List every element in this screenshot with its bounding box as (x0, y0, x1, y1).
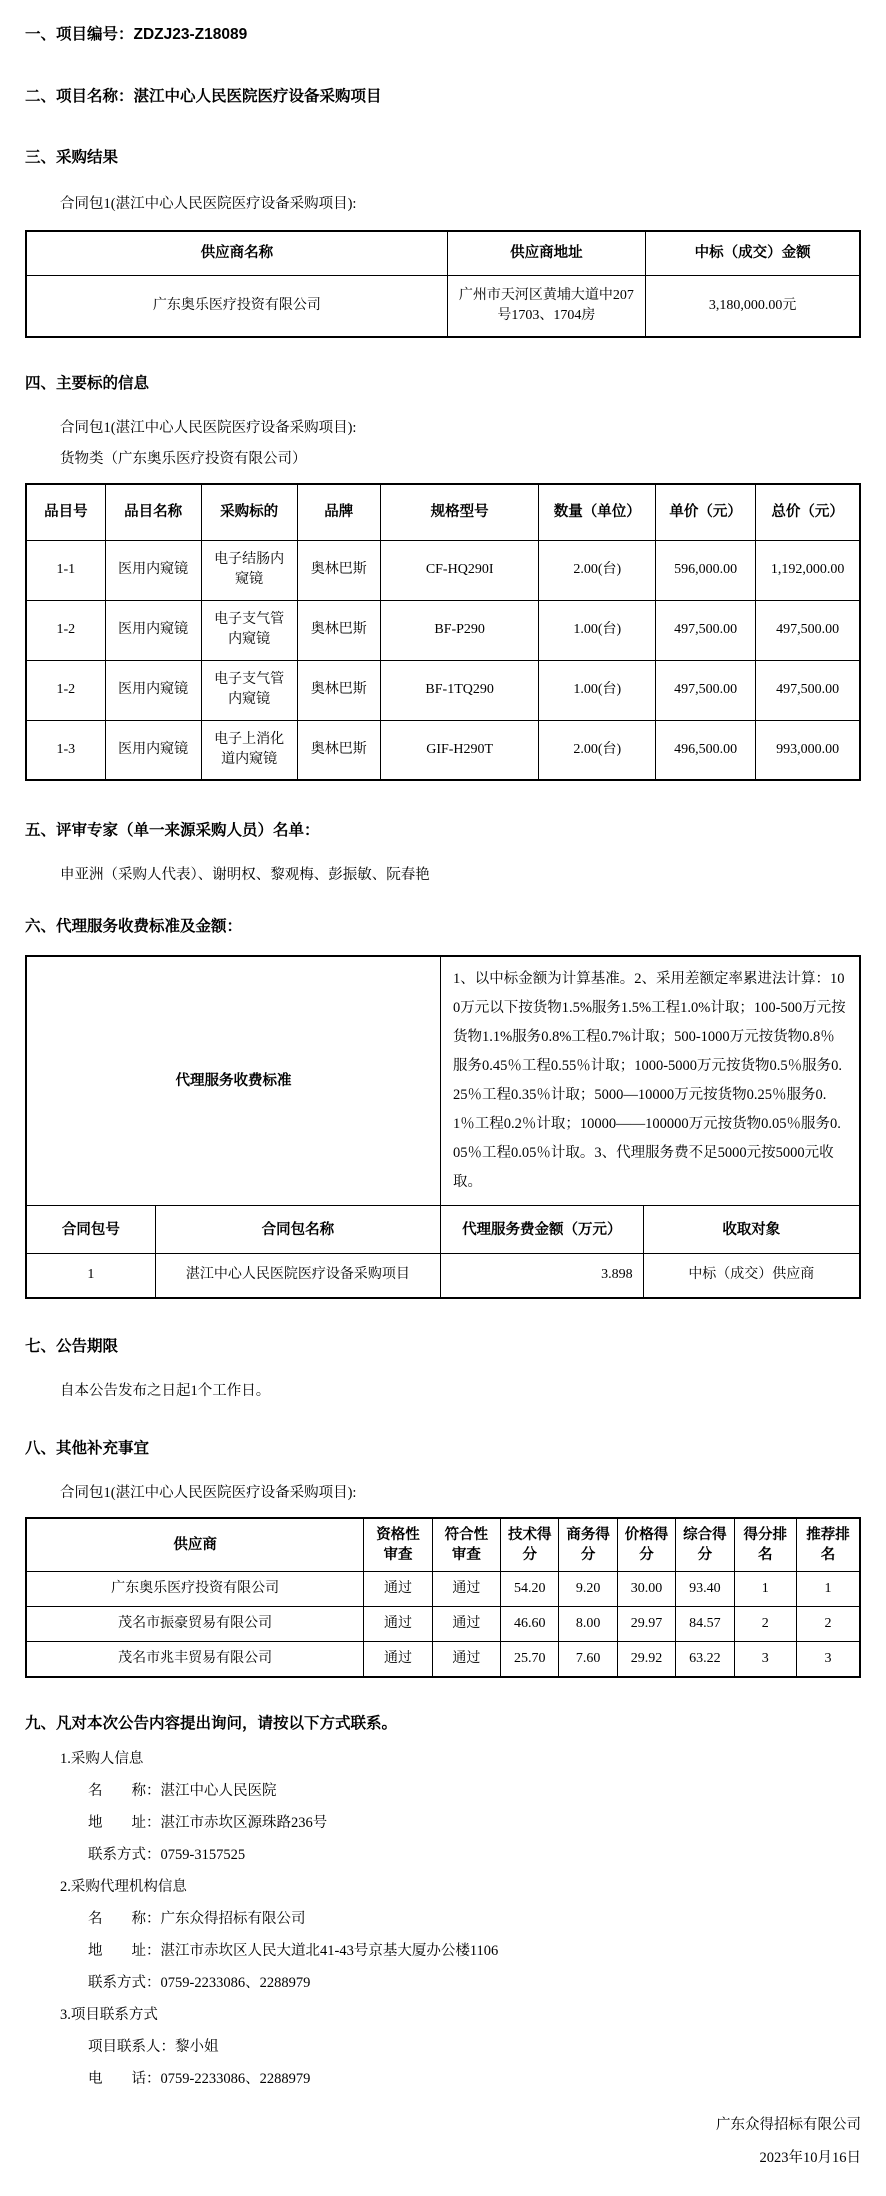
header-cell: 得分排名 (734, 1518, 797, 1572)
data-cell: 1 (734, 1572, 797, 1607)
table-row (26, 540, 860, 600)
data-cell: 茂名市振豪贸易有限公司 (26, 1607, 364, 1642)
table-row (26, 720, 860, 780)
data-cell: 1-2 (26, 600, 105, 660)
purchaser-info-title: 1.采购人信息 (60, 1750, 144, 1767)
header-cell: 品牌 (297, 484, 380, 540)
footer-company: 广东众得招标有限公司 (716, 2116, 861, 2133)
project-phone-line: 电 话：0759-2233086、2288979 (88, 2070, 311, 2087)
supplier-result-table (25, 230, 861, 338)
data-cell: 湛江中心人民医院医疗设备采购项目 (155, 1254, 440, 1298)
bid-items-table (25, 483, 861, 781)
header-cell: 采购标的 (201, 484, 297, 540)
data-cell: 29.97 (617, 1607, 675, 1642)
data-cell: 3 (797, 1642, 860, 1677)
data-cell: 497,500.00 (756, 660, 860, 720)
header-cell: 中标（成交）金额 (646, 231, 860, 275)
data-cell: 通过 (364, 1607, 432, 1642)
data-cell: 46.60 (501, 1607, 559, 1642)
data-cell: BF-1TQ290 (380, 660, 538, 720)
project-contact-title: 3.项目联系方式 (60, 2006, 158, 2023)
agency-info-title: 2.采购代理机构信息 (60, 1878, 187, 1895)
data-cell: 497,500.00 (656, 600, 756, 660)
data-cell: 通过 (364, 1642, 432, 1677)
header-cell: 合同包号 (26, 1206, 155, 1254)
table-row (26, 600, 860, 660)
data-cell: 8.00 (559, 1607, 617, 1642)
data-cell: 1-2 (26, 660, 105, 720)
data-cell: 通过 (364, 1572, 432, 1607)
data-cell: 奥林巴斯 (297, 600, 380, 660)
data-cell: 广州市天河区黄埔大道中207号1703、1704房 (447, 275, 645, 337)
header-cell: 供应商 (26, 1518, 364, 1572)
data-cell: 茂名市兆丰贸易有限公司 (26, 1642, 364, 1677)
agency-phone-line: 联系方式：0759-2233086、2288979 (88, 1974, 311, 1991)
purchaser-name-line: 名 称：湛江中心人民医院 (88, 1782, 277, 1799)
data-cell: 2 (797, 1607, 860, 1642)
data-cell: 497,500.00 (656, 660, 756, 720)
data-cell: CF-HQ290I (380, 540, 538, 600)
data-cell: 1,192,000.00 (756, 540, 860, 600)
data-cell: 通过 (432, 1572, 500, 1607)
data-cell: 电子支气管内窥镜 (201, 600, 297, 660)
section-7-heading: 七、公告期限 (25, 1337, 119, 1355)
data-cell: 1-1 (26, 540, 105, 600)
table-row (26, 1642, 860, 1677)
data-cell: 2.00(台) (539, 540, 656, 600)
data-cell: 医用内窥镜 (105, 600, 201, 660)
data-cell: 7.60 (559, 1642, 617, 1677)
data-cell: 25.70 (501, 1642, 559, 1677)
project-contact-line: 项目联系人：黎小姐 (88, 2038, 219, 2055)
table-row (26, 231, 860, 275)
header-cell: 价格得分 (617, 1518, 675, 1572)
section-1-heading: 一、项目编号：ZDZJ23-Z18089 (25, 26, 248, 43)
data-cell: 奥林巴斯 (297, 540, 380, 600)
data-cell: 3 (734, 1642, 797, 1677)
data-cell: 1-3 (26, 720, 105, 780)
header-cell: 符合性审查 (432, 1518, 500, 1572)
data-cell: 广东奥乐医疗投资有限公司 (26, 275, 447, 337)
header-cell: 规格型号 (380, 484, 538, 540)
table-row (26, 484, 860, 540)
data-cell: 497,500.00 (756, 600, 860, 660)
header-cell: 资格性审查 (364, 1518, 432, 1572)
header-cell: 综合得分 (676, 1518, 734, 1572)
data-cell: 63.22 (676, 1642, 734, 1677)
notice-period-text: 自本公告发布之日起1个工作日。 (60, 1382, 271, 1399)
data-cell: 2 (734, 1607, 797, 1642)
header-cell: 技术得分 (501, 1518, 559, 1572)
data-cell: BF-P290 (380, 600, 538, 660)
data-cell: 电子上消化道内窥镜 (201, 720, 297, 780)
table-row (26, 1518, 860, 1572)
header-cell: 商务得分 (559, 1518, 617, 1572)
header-cell: 数量（单位） (539, 484, 656, 540)
footer-date: 2023年10月16日 (759, 2149, 861, 2166)
section-4-heading: 四、主要标的信息 (25, 375, 150, 392)
data-cell: 1 (797, 1572, 860, 1607)
package-line: 合同包1(湛江中心人民医院医疗设备采购项目): (60, 1484, 357, 1501)
header-cell: 合同包名称 (155, 1206, 440, 1254)
data-cell: 9.20 (559, 1572, 617, 1607)
header-cell: 收取对象 (643, 1206, 860, 1254)
data-cell: GIF-H290T (380, 720, 538, 780)
data-cell: 医用内窥镜 (105, 540, 201, 600)
experts-line: 申亚洲（采购人代表）、谢明权、黎观梅、彭振敏、阮春艳 (60, 867, 430, 883)
header-cell: 品目名称 (105, 484, 201, 540)
table-row (26, 1572, 860, 1607)
data-cell: 1.00(台) (539, 660, 656, 720)
agency-name-line: 名 称：广东众得招标有限公司 (88, 1910, 306, 1927)
package-line: 合同包1(湛江中心人民医院医疗设备采购项目): (60, 420, 357, 436)
data-cell: 电子结肠内窥镜 (201, 540, 297, 600)
data-cell: 奥林巴斯 (297, 660, 380, 720)
table-row (26, 275, 860, 337)
purchaser-address-line: 地 址：湛江市赤坎区源珠路236号 (88, 1814, 328, 1831)
data-cell: 医用内窥镜 (105, 660, 201, 720)
table-row (26, 1206, 860, 1254)
data-cell: 596,000.00 (656, 540, 756, 600)
table-row (26, 1254, 860, 1298)
section-5-heading: 五、评审专家（单一来源采购人员）名单： (25, 822, 320, 839)
data-cell: 84.57 (676, 1607, 734, 1642)
data-cell: 54.20 (501, 1572, 559, 1607)
agency-fee-table (25, 955, 861, 1299)
data-cell: 电子支气管内窥镜 (201, 660, 297, 720)
table-row (26, 1607, 860, 1642)
section-2-heading: 二、项目名称：湛江中心人民医院医疗设备采购项目 (25, 88, 382, 105)
data-cell: 广东奥乐医疗投资有限公司 (26, 1572, 364, 1607)
section-3-heading: 三、采购结果 (25, 149, 119, 166)
data-cell: 93.40 (676, 1572, 734, 1607)
data-cell: 993,000.00 (756, 720, 860, 780)
header-cell: 代理服务费金额（万元） (440, 1206, 643, 1254)
section-9-heading: 九、凡对本次公告内容提出询问，请按以下方式联系。 (25, 1714, 398, 1732)
section-6-heading: 六、代理服务收费标准及金额： (25, 918, 243, 935)
package-line: 合同包1(湛江中心人民医院医疗设备采购项目): (60, 196, 357, 212)
data-cell: 通过 (432, 1607, 500, 1642)
table-row (26, 956, 860, 1206)
data-cell: 医用内窥镜 (105, 720, 201, 780)
category-line: 货物类（广东奥乐医疗投资有限公司） (60, 451, 307, 467)
agency-address-line: 地 址：湛江市赤坎区人民大道北41-43号京基大厦办公楼1106 (88, 1942, 499, 1959)
data-cell: 奥林巴斯 (297, 720, 380, 780)
header-cell: 品目号 (26, 484, 105, 540)
evaluation-score-table (25, 1517, 861, 1678)
data-cell: 30.00 (617, 1572, 675, 1607)
purchaser-phone-line: 联系方式：0759-3157525 (88, 1846, 246, 1863)
data-cell: 29.92 (617, 1642, 675, 1677)
data-cell: 中标（成交）供应商 (643, 1254, 860, 1298)
table-row (26, 660, 860, 720)
data-cell: 2.00(台) (539, 720, 656, 780)
header-cell: 代理服务收费标准 (26, 956, 440, 1206)
header-cell: 单价（元） (656, 484, 756, 540)
section-8-heading: 八、其他补充事宜 (25, 1439, 150, 1457)
data-cell: 3.898 (440, 1254, 643, 1298)
header-cell: 推荐排名 (797, 1518, 860, 1572)
data-cell: 1 (26, 1254, 155, 1298)
data-cell: 通过 (432, 1642, 500, 1677)
data-cell: 3,180,000.00元 (646, 275, 860, 337)
header-cell: 供应商名称 (26, 231, 447, 275)
data-cell: 496,500.00 (656, 720, 756, 780)
data-cell: 1、以中标金额为计算基准。2、采用差额定率累进法计算：100万元以下按货物1.5%服务1.5%工程1.0%计取；100-500万元按货物1.1%服务0.8%工程0.7%计取；500-1000万元按货物0.8％服务0.45％工程0.55％计取；1000-5000万元按货物0.5％服务0.25％工程0.35％计取；5000—10000万元按货物0.25％服务0.1％工程0.2％计取；10000——100000万元按货物0.05％服务0.05％工程0.05％计取。3、代理服务费不足5000元按5000元收取。 (440, 956, 860, 1206)
header-cell: 总价（元） (756, 484, 860, 540)
data-cell: 1.00(台) (539, 600, 656, 660)
header-cell: 供应商地址 (447, 231, 645, 275)
